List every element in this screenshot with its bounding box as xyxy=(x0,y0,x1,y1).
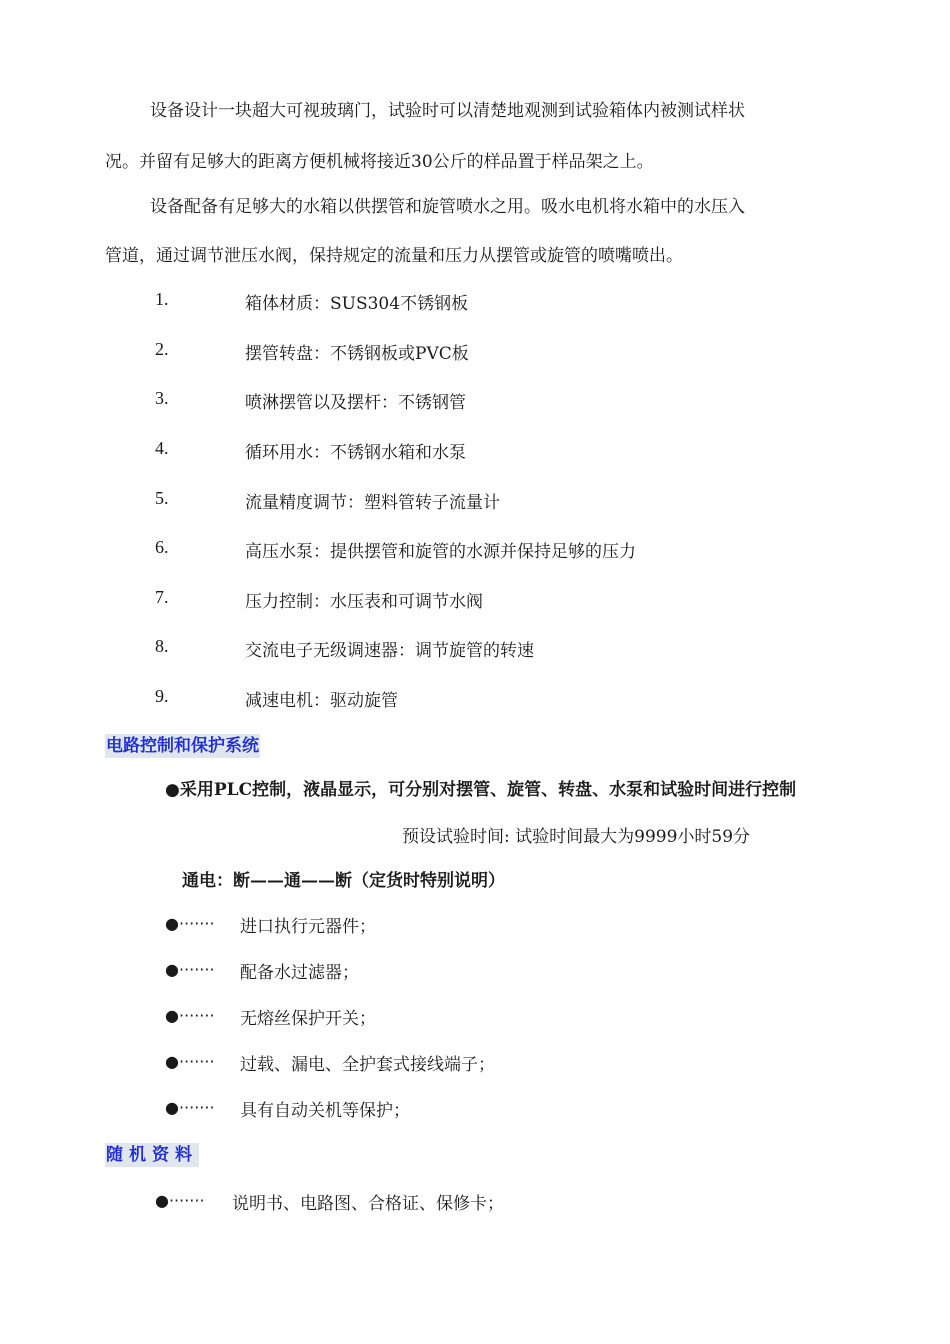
spec-number: 8. xyxy=(155,636,169,656)
protection-item: 配备水过滤器； xyxy=(240,963,359,983)
spec-item: 摆管转盘：不锈钢板或PVC板 xyxy=(245,344,469,364)
spec-item: 箱体材质：SUS304不锈钢板 xyxy=(245,294,469,314)
spec-item: 减速电机：驱动旋管 xyxy=(245,691,398,711)
bullet-marker: ●······· xyxy=(165,1052,215,1071)
spec-number: 3. xyxy=(155,388,169,408)
protection-item: 过载、漏电、全护套式接线端子； xyxy=(240,1055,495,1075)
spec-item: 交流电子无级调速器：调节旋管的转速 xyxy=(245,641,534,661)
spec-number: 5. xyxy=(155,488,169,508)
spec-number: 9. xyxy=(155,686,169,706)
power-cycle-line: 通电：断——通——断（定货时特别说明） xyxy=(182,871,505,891)
protection-item: 具有自动关机等保护； xyxy=(240,1101,410,1121)
intro-paragraph-2-line-2: 管道，通过调节泄压水阀，保持规定的流量和压力从摆管或旋管的喷嘴喷出。 xyxy=(105,246,683,266)
spec-item: 循环用水：不锈钢水箱和水泵 xyxy=(245,443,466,463)
intro-paragraph-2-line-1: 设备配备有足够大的水箱以供摆管和旋管喷水之用。吸水电机将水箱中的水压入 xyxy=(150,197,745,217)
plc-control-line: ●采用PLC控制，液晶显示，可分别对摆管、旋管、转盘、水泵和试验时间进行控制 xyxy=(165,780,797,800)
circuit-section-heading: 电路控制和保护系统 xyxy=(106,736,259,756)
protection-item: 无熔丝保护开关； xyxy=(240,1009,376,1029)
bullet-marker: ●······· xyxy=(165,1006,215,1025)
bullet-marker: ●······· xyxy=(155,1191,205,1210)
spec-item: 流量精度调节：塑料管转子流量计 xyxy=(245,493,500,513)
spec-number: 7. xyxy=(155,587,169,607)
materials-section-heading: 随机资料 xyxy=(106,1145,198,1165)
spec-item: 高压水泵：提供摆管和旋管的水源并保持足够的压力 xyxy=(245,542,636,562)
intro-paragraph-1-line-2: 况。并留有足够大的距离方便机械将接近30公斤的样品置于样品架之上。 xyxy=(105,152,654,172)
spec-number: 1. xyxy=(155,289,169,309)
preset-time-line: 预设试验时间: 试验时间最大为9999小时59分 xyxy=(402,827,751,847)
bullet-marker: ●······· xyxy=(165,914,215,933)
bullet-marker: ●······· xyxy=(165,1098,215,1117)
intro-paragraph-1-line-1: 设备设计一块超大可视玻璃门，试验时可以清楚地观测到试验箱体内被测试样状 xyxy=(150,101,745,121)
spec-item: 压力控制：水压表和可调节水阀 xyxy=(245,592,483,612)
protection-item: 进口执行元器件； xyxy=(240,917,376,937)
spec-number: 2. xyxy=(155,339,169,359)
spec-item: 喷淋摆管以及摆杆：不锈钢管 xyxy=(245,393,466,413)
spec-number: 4. xyxy=(155,438,169,458)
spec-number: 6. xyxy=(155,537,169,557)
bullet-marker: ●······· xyxy=(165,960,215,979)
materials-item: 说明书、电路图、合格证、保修卡； xyxy=(232,1194,504,1214)
